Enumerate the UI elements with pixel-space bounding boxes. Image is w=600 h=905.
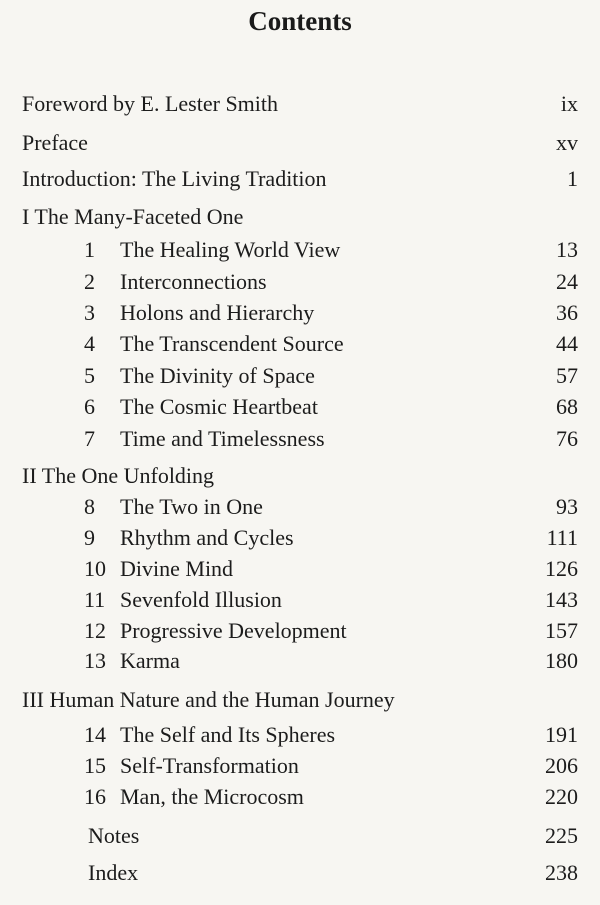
chapter-number: 3 <box>84 300 95 325</box>
toc-page-number: 126 <box>545 556 578 581</box>
toc-chapter-entry <box>0 616 600 646</box>
chapter-number: 11 <box>84 587 106 612</box>
toc-page-number: ix <box>560 91 578 116</box>
chapter-title: Divine Mind <box>120 556 234 581</box>
chapter-number: 12 <box>84 618 106 643</box>
toc-entry-foreword <box>0 89 600 119</box>
toc-page-number: 44 <box>556 331 578 356</box>
toc-chapter-entry <box>0 523 600 553</box>
chapter-number: 5 <box>84 363 95 388</box>
toc-chapter-entry <box>0 235 600 265</box>
toc-entry-label: Notes <box>88 823 140 848</box>
toc-page-number: 1 <box>567 166 578 191</box>
toc-entry-index <box>0 858 600 888</box>
toc-page-number: 220 <box>545 784 578 809</box>
toc-page-number: 111 <box>546 525 578 550</box>
chapter-number: 10 <box>84 556 106 581</box>
chapter-title: Progressive Development <box>120 618 347 643</box>
toc-page-number: 143 <box>545 587 578 612</box>
toc-page-number: 157 <box>545 618 578 643</box>
toc-part-heading <box>0 461 600 491</box>
toc-chapter-entry <box>0 720 600 750</box>
chapter-number: 9 <box>84 525 95 550</box>
chapter-title: The Cosmic Heartbeat <box>120 394 318 419</box>
chapter-number: 15 <box>84 753 106 778</box>
toc-part-label: III Human Nature and the Human Journey <box>22 687 395 712</box>
toc-page-number: 206 <box>545 753 578 778</box>
chapter-number: 8 <box>84 494 95 519</box>
chapter-number: 14 <box>84 722 106 747</box>
toc-page-number: 76 <box>556 426 578 451</box>
toc-chapter-entry <box>0 392 600 422</box>
chapter-title: Man, the Microcosm <box>120 784 304 809</box>
toc-entry-label: Introduction: The Living Tradition <box>22 166 327 191</box>
chapter-title: The Transcendent Source <box>120 331 344 356</box>
toc-page-number: 180 <box>545 648 578 673</box>
toc-chapter-entry <box>0 298 600 328</box>
toc-chapter-entry <box>0 424 600 454</box>
chapter-number: 13 <box>84 648 106 673</box>
chapter-number: 7 <box>84 426 95 451</box>
toc-page-number: 13 <box>556 237 578 262</box>
toc-entry-introduction <box>0 164 600 194</box>
chapter-title: Karma <box>120 648 180 673</box>
toc-entry-label: Index <box>88 860 139 885</box>
chapter-title: The Two in One <box>120 494 263 519</box>
chapter-title: The Self and Its Spheres <box>120 722 336 747</box>
toc-chapter-entry <box>0 751 600 781</box>
toc-part-heading <box>0 202 600 232</box>
toc-page-number: 57 <box>556 363 578 388</box>
toc-page-number: 191 <box>545 722 578 747</box>
toc-chapter-entry <box>0 329 600 359</box>
chapter-title: Rhythm and Cycles <box>120 525 294 550</box>
toc-entry-preface <box>0 128 600 158</box>
chapter-number: 16 <box>84 784 106 809</box>
chapter-number: 4 <box>84 331 95 356</box>
toc-chapter-entry <box>0 267 600 297</box>
toc-page-number: 225 <box>545 823 578 848</box>
page-title: Contents <box>248 6 352 36</box>
chapter-title: Interconnections <box>120 269 267 294</box>
toc-entry-label: Foreword by E. Lester Smith <box>22 91 279 116</box>
chapter-title: Time and Timelessness <box>120 426 325 451</box>
toc-page-number: 93 <box>556 494 578 519</box>
toc-page-number: 68 <box>556 394 578 419</box>
toc-part-label: I The Many-Faceted One <box>22 204 244 229</box>
toc-part-label: II The One Unfolding <box>22 463 215 488</box>
toc-page-number: xv <box>556 130 578 155</box>
chapter-number: 1 <box>84 237 95 262</box>
chapter-title: The Divinity of Space <box>120 363 315 388</box>
toc-chapter-entry <box>0 361 600 391</box>
toc-chapter-entry <box>0 782 600 812</box>
toc-entry-label: Preface <box>22 130 88 155</box>
toc-page-number: 36 <box>556 300 578 325</box>
chapter-title: The Healing World View <box>120 237 341 262</box>
toc-page-number: 24 <box>556 269 578 294</box>
toc-chapter-entry <box>0 585 600 615</box>
toc-chapter-entry <box>0 554 600 584</box>
chapter-title: Sevenfold Illusion <box>120 587 282 612</box>
chapter-title: Holons and Hierarchy <box>120 300 315 325</box>
chapter-number: 2 <box>84 269 95 294</box>
chapter-number: 6 <box>84 394 95 419</box>
toc-part-heading <box>0 685 600 715</box>
toc-chapter-entry <box>0 646 600 676</box>
toc-page-number: 238 <box>545 860 578 885</box>
toc-chapter-entry <box>0 492 600 522</box>
toc-entry-notes <box>0 821 600 851</box>
chapter-title: Self-Transformation <box>120 753 299 778</box>
